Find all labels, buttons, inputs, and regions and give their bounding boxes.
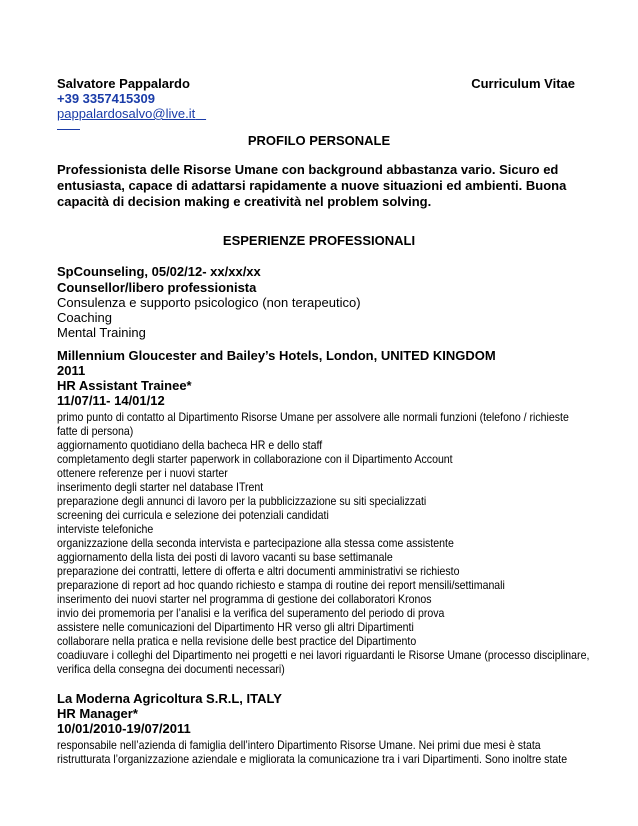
job-duty-line: inserimento degli starter nel database ITrent xyxy=(57,480,264,494)
job-dates: 11/07/11- 14/01/12 xyxy=(57,393,165,408)
experience-heading: ESPERIENZE PROFESSIONALI xyxy=(222,233,416,248)
link-underline-fragment xyxy=(57,129,80,130)
job-duty-line: completamento degli starter paperwork in collaborazione con il Dipartimento Account xyxy=(57,452,453,466)
profile-line: Professionista delle Risorse Umane con background abbastanza vario. Sicuro ed xyxy=(57,162,559,177)
job-duty-line: aggiornamento quotidiano della bacheca HR e dello staff xyxy=(57,438,323,452)
job-duty-line: preparazione degli annunci di lavoro per la pubblicizzazione su siti specializzati xyxy=(57,494,427,508)
email-link[interactable]: pappalardosalvo@live.it xyxy=(57,106,196,121)
job-duty-line: collaborare nella pratica e nella revisione delle best practice del Dipartimento xyxy=(57,634,417,648)
job-duty-line: ristrutturata l’organizzazione aziendale e migliorata la comunicazione tra i vari Dipartimenti. Sono inoltre state xyxy=(57,752,568,766)
job-company: Millennium Gloucester and Bailey’s Hotels, London, UNITED KINGDOM xyxy=(57,348,496,363)
phone-number: +39 3357415309 xyxy=(57,91,155,106)
person-name: Salvatore Pappalardo xyxy=(57,76,190,91)
job-duty-line: screening dei curricula e selezione dei potenziali candidati xyxy=(57,508,329,522)
job-duty-line: invio dei promemoria per l’analisi e la verifica del superamento del periodo di prova xyxy=(57,606,445,620)
document-type: Curriculum Vitae xyxy=(471,76,575,91)
job-duty-line: aggiornamento della lista dei posti di lavoro vacanti su base settimanale xyxy=(57,550,393,564)
job-duty-line: primo punto di contatto al Dipartimento Risorse Umane per assolvere alle normali funzioni (telefono / richieste xyxy=(57,410,569,424)
job-duty-line: preparazione di report ad hoc quando richiesto e stampa di routine dei report mensili/settimanali xyxy=(57,578,505,592)
job-duty-line: coadiuvare i colleghi del Dipartimento nei progetti e nei lavori riguardanti le Risorse Umane (processo disciplinare, xyxy=(57,648,590,662)
job-duty-line: organizzazione della seconda intervista e partecipazione alla stessa come assistente xyxy=(57,536,454,550)
job-company: La Moderna Agricoltura S.R.L, ITALY xyxy=(57,691,282,706)
job-role: Counsellor/libero professionista xyxy=(57,280,257,295)
job-year: 2011 xyxy=(57,363,86,378)
profile-heading: PROFILO PERSONALE xyxy=(247,133,391,148)
job-item: Consulenza e supporto psicologico (non terapeutico) xyxy=(57,295,361,310)
profile-line: capacità di decision making e creatività nel problem solving. xyxy=(57,194,432,209)
job-role: HR Assistant Trainee* xyxy=(57,378,192,393)
job-role: HR Manager* xyxy=(57,706,138,721)
job-duty-line: preparazione dei contratti, lettere di offerta e altri documenti amministrativi se richiesto xyxy=(57,564,460,578)
job-dates: 10/01/2010-19/07/2011 xyxy=(57,721,191,736)
job-duty-line: assistere nelle comunicazioni del Dipartimento HR verso gli altri Dipartimenti xyxy=(57,620,414,634)
job-duty-line: ottenere referenze per i nuovi starter xyxy=(57,466,228,480)
job-duty-line: fatte di persona) xyxy=(57,424,134,438)
job-company: SpCounseling, 05/02/12- xx/xx/xx xyxy=(57,264,261,279)
job-duty-line: responsabile nell’azienda di famiglia dell’intero Dipartimento Risorse Umane. Nei primi due mesi è stata xyxy=(57,738,541,752)
profile-line: entusiasta, capace di adattarsi rapidamente a nuove situazioni ed ambienti. Buona xyxy=(57,178,567,193)
job-item: Mental Training xyxy=(57,325,146,340)
job-item: Coaching xyxy=(57,310,112,325)
job-duty-line: inserimento dei nuovi starter nel programma di gestione dei collaboratori Kronos xyxy=(57,592,432,606)
job-duty-line: interviste telefoniche xyxy=(57,522,154,536)
job-duty-line: verifica della consegna dei documenti necessari) xyxy=(57,662,285,676)
